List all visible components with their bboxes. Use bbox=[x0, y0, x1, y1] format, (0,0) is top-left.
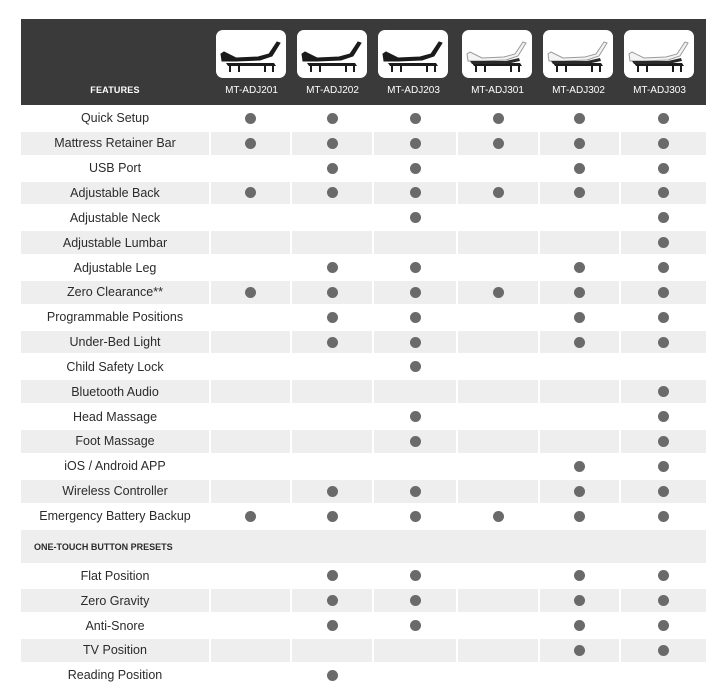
included-dot-icon bbox=[327, 113, 338, 124]
model-column-header bbox=[373, 19, 454, 105]
table-row bbox=[21, 564, 706, 589]
feature-cell bbox=[621, 455, 706, 478]
feature-cell bbox=[540, 505, 619, 528]
included-dot-icon bbox=[410, 620, 421, 631]
table-row bbox=[21, 132, 706, 157]
feature-comparison-table bbox=[21, 19, 706, 700]
included-dot-icon bbox=[410, 163, 421, 174]
feature-cell bbox=[540, 182, 619, 205]
feature-label: Under-Bed Light bbox=[21, 331, 209, 354]
included-dot-icon bbox=[574, 620, 585, 631]
feature-label: Quick Setup bbox=[21, 107, 209, 130]
feature-cell bbox=[621, 564, 706, 587]
feature-label: Programmable Positions bbox=[21, 306, 209, 329]
feature-cell bbox=[374, 206, 456, 229]
included-dot-icon bbox=[327, 262, 338, 273]
feature-cell bbox=[374, 331, 456, 354]
feature-cell bbox=[211, 405, 290, 428]
included-dot-icon bbox=[245, 511, 256, 522]
included-dot-icon bbox=[658, 570, 669, 581]
model-column-header bbox=[292, 19, 373, 105]
feature-cell bbox=[458, 380, 538, 403]
feature-label: Foot Massage bbox=[21, 430, 209, 453]
included-dot-icon bbox=[658, 138, 669, 149]
feature-cell bbox=[540, 231, 619, 254]
included-dot-icon bbox=[658, 113, 669, 124]
feature-cell bbox=[540, 107, 619, 130]
feature-cell bbox=[292, 614, 372, 637]
table-row bbox=[21, 182, 706, 207]
table-row bbox=[21, 430, 706, 455]
feature-cell bbox=[374, 380, 456, 403]
included-dot-icon bbox=[493, 187, 504, 198]
table-row bbox=[21, 331, 706, 356]
feature-cell bbox=[540, 331, 619, 354]
feature-cell bbox=[374, 182, 456, 205]
included-dot-icon bbox=[574, 187, 585, 198]
feature-cell bbox=[621, 356, 706, 379]
included-dot-icon bbox=[574, 163, 585, 174]
feature-cell bbox=[621, 157, 706, 180]
table-row bbox=[21, 505, 706, 530]
feature-cell bbox=[374, 132, 456, 155]
feature-cell bbox=[292, 206, 372, 229]
feature-label: Zero Gravity bbox=[21, 589, 209, 612]
feature-cell bbox=[292, 639, 372, 662]
included-dot-icon bbox=[245, 113, 256, 124]
included-dot-icon bbox=[574, 645, 585, 656]
included-dot-icon bbox=[574, 595, 585, 606]
feature-cell bbox=[540, 380, 619, 403]
feature-cell bbox=[621, 281, 706, 304]
included-dot-icon bbox=[410, 337, 421, 348]
feature-cell bbox=[458, 405, 538, 428]
feature-cell bbox=[540, 564, 619, 587]
feature-cell bbox=[211, 589, 290, 612]
feature-cell bbox=[211, 231, 290, 254]
feature-cell bbox=[374, 281, 456, 304]
included-dot-icon bbox=[410, 361, 421, 372]
feature-cell bbox=[540, 157, 619, 180]
feature-cell bbox=[292, 331, 372, 354]
white-adjustable-base-icon bbox=[462, 30, 532, 78]
included-dot-icon bbox=[245, 187, 256, 198]
included-dot-icon bbox=[410, 595, 421, 606]
feature-cell bbox=[211, 505, 290, 528]
feature-label: Emergency Battery Backup bbox=[21, 505, 209, 528]
feature-cell bbox=[540, 455, 619, 478]
feature-cell bbox=[211, 306, 290, 329]
table-row bbox=[21, 306, 706, 331]
feature-cell bbox=[211, 356, 290, 379]
feature-cell bbox=[621, 614, 706, 637]
included-dot-icon bbox=[410, 312, 421, 323]
model-name: MT-ADJ303 bbox=[633, 85, 686, 96]
feature-cell bbox=[374, 430, 456, 453]
feature-cell bbox=[458, 664, 538, 687]
feature-cell bbox=[540, 405, 619, 428]
included-dot-icon bbox=[245, 287, 256, 298]
feature-cell bbox=[211, 614, 290, 637]
feature-cell bbox=[374, 564, 456, 587]
table-row bbox=[21, 664, 706, 689]
included-dot-icon bbox=[658, 187, 669, 198]
feature-cell bbox=[458, 157, 538, 180]
included-dot-icon bbox=[410, 212, 421, 223]
feature-cell bbox=[458, 639, 538, 662]
table-row bbox=[21, 256, 706, 281]
feature-cell bbox=[621, 405, 706, 428]
feature-label: Adjustable Lumbar bbox=[21, 231, 209, 254]
feature-cell bbox=[374, 664, 456, 687]
table-row bbox=[21, 107, 706, 132]
feature-cell bbox=[374, 107, 456, 130]
feature-cell bbox=[621, 589, 706, 612]
included-dot-icon bbox=[658, 595, 669, 606]
feature-cell bbox=[458, 206, 538, 229]
feature-cell bbox=[374, 256, 456, 279]
presets-section-header bbox=[21, 530, 706, 563]
included-dot-icon bbox=[410, 113, 421, 124]
feature-cell bbox=[292, 380, 372, 403]
feature-cell bbox=[292, 256, 372, 279]
feature-cell bbox=[458, 455, 538, 478]
feature-cell bbox=[211, 455, 290, 478]
feature-cell bbox=[211, 107, 290, 130]
included-dot-icon bbox=[410, 486, 421, 497]
feature-cell bbox=[458, 614, 538, 637]
included-dot-icon bbox=[658, 262, 669, 273]
feature-label: USB Port bbox=[21, 157, 209, 180]
feature-cell bbox=[540, 480, 619, 503]
model-name: MT-ADJ203 bbox=[387, 85, 440, 96]
included-dot-icon bbox=[574, 486, 585, 497]
included-dot-icon bbox=[658, 486, 669, 497]
feature-cell bbox=[211, 206, 290, 229]
included-dot-icon bbox=[327, 138, 338, 149]
feature-cell bbox=[292, 306, 372, 329]
feature-cell bbox=[540, 306, 619, 329]
black-adjustable-base-icon bbox=[378, 30, 448, 78]
included-dot-icon bbox=[658, 645, 669, 656]
features-column-header: FEATURES bbox=[90, 85, 140, 95]
table-row bbox=[21, 405, 706, 430]
model-name: MT-ADJ301 bbox=[471, 85, 524, 96]
included-dot-icon bbox=[410, 411, 421, 422]
feature-cell bbox=[621, 107, 706, 130]
feature-cell bbox=[374, 589, 456, 612]
feature-cell bbox=[292, 157, 372, 180]
included-dot-icon bbox=[658, 237, 669, 248]
included-dot-icon bbox=[493, 113, 504, 124]
feature-cell bbox=[292, 589, 372, 612]
included-dot-icon bbox=[410, 511, 421, 522]
feature-label: iOS / Android APP bbox=[21, 455, 209, 478]
feature-cell bbox=[540, 614, 619, 637]
included-dot-icon bbox=[493, 511, 504, 522]
feature-cell bbox=[374, 614, 456, 637]
black-adjustable-base-icon bbox=[216, 30, 286, 78]
table-row bbox=[21, 455, 706, 480]
included-dot-icon bbox=[658, 620, 669, 631]
feature-cell bbox=[374, 231, 456, 254]
table-row bbox=[21, 206, 706, 231]
table-row bbox=[21, 157, 706, 182]
feature-cell bbox=[292, 564, 372, 587]
included-dot-icon bbox=[658, 511, 669, 522]
included-dot-icon bbox=[327, 187, 338, 198]
feature-cell bbox=[211, 256, 290, 279]
feature-cell bbox=[458, 589, 538, 612]
feature-cell bbox=[374, 455, 456, 478]
feature-cell bbox=[458, 182, 538, 205]
included-dot-icon bbox=[410, 436, 421, 447]
feature-label: Reading Position bbox=[21, 664, 209, 687]
included-dot-icon bbox=[658, 337, 669, 348]
feature-cell bbox=[458, 281, 538, 304]
feature-cell bbox=[292, 107, 372, 130]
feature-cell bbox=[458, 132, 538, 155]
included-dot-icon bbox=[658, 287, 669, 298]
presets-section-label: ONE-TOUCH BUTTON PRESETS bbox=[34, 541, 173, 552]
included-dot-icon bbox=[410, 570, 421, 581]
feature-cell bbox=[211, 281, 290, 304]
included-dot-icon bbox=[245, 138, 256, 149]
feature-cell bbox=[458, 107, 538, 130]
model-column-header bbox=[457, 19, 538, 105]
feature-cell bbox=[292, 132, 372, 155]
included-dot-icon bbox=[410, 138, 421, 149]
feature-cell bbox=[458, 256, 538, 279]
included-dot-icon bbox=[658, 461, 669, 472]
included-dot-icon bbox=[327, 486, 338, 497]
model-name: MT-ADJ201 bbox=[225, 85, 278, 96]
feature-cell bbox=[621, 639, 706, 662]
feature-label: Head Massage bbox=[21, 405, 209, 428]
feature-cell bbox=[374, 405, 456, 428]
feature-cell bbox=[211, 639, 290, 662]
feature-label: Child Safety Lock bbox=[21, 356, 209, 379]
feature-label: Flat Position bbox=[21, 564, 209, 587]
feature-cell bbox=[621, 664, 706, 687]
feature-cell bbox=[540, 639, 619, 662]
feature-cell bbox=[374, 306, 456, 329]
feature-cell bbox=[458, 231, 538, 254]
model-name: MT-ADJ202 bbox=[306, 85, 359, 96]
included-dot-icon bbox=[574, 262, 585, 273]
included-dot-icon bbox=[327, 312, 338, 323]
included-dot-icon bbox=[410, 262, 421, 273]
feature-cell bbox=[292, 430, 372, 453]
feature-cell bbox=[540, 356, 619, 379]
feature-cell bbox=[292, 405, 372, 428]
feature-label: Adjustable Back bbox=[21, 182, 209, 205]
table-row bbox=[21, 356, 706, 381]
feature-cell bbox=[292, 455, 372, 478]
included-dot-icon bbox=[574, 287, 585, 298]
table-row bbox=[21, 231, 706, 256]
included-dot-icon bbox=[410, 187, 421, 198]
included-dot-icon bbox=[327, 670, 338, 681]
feature-cell bbox=[621, 182, 706, 205]
feature-cell bbox=[540, 589, 619, 612]
feature-cell bbox=[458, 505, 538, 528]
feature-cell bbox=[621, 380, 706, 403]
table-header bbox=[21, 19, 706, 105]
feature-cell bbox=[621, 505, 706, 528]
feature-label: Zero Clearance** bbox=[21, 281, 209, 304]
feature-cell bbox=[374, 480, 456, 503]
feature-cell bbox=[211, 132, 290, 155]
black-adjustable-base-icon bbox=[297, 30, 367, 78]
model-column-header bbox=[538, 19, 619, 105]
feature-cell bbox=[292, 664, 372, 687]
feature-cell bbox=[540, 206, 619, 229]
feature-cell bbox=[211, 664, 290, 687]
model-name: MT-ADJ302 bbox=[552, 85, 605, 96]
included-dot-icon bbox=[574, 570, 585, 581]
feature-cell bbox=[540, 256, 619, 279]
included-dot-icon bbox=[658, 163, 669, 174]
included-dot-icon bbox=[658, 411, 669, 422]
included-dot-icon bbox=[574, 461, 585, 472]
included-dot-icon bbox=[327, 337, 338, 348]
included-dot-icon bbox=[658, 212, 669, 223]
feature-cell bbox=[211, 480, 290, 503]
model-column-header bbox=[619, 19, 700, 105]
feature-cell bbox=[292, 231, 372, 254]
feature-cell bbox=[540, 664, 619, 687]
feature-label: Mattress Retainer Bar bbox=[21, 132, 209, 155]
feature-cell bbox=[621, 206, 706, 229]
table-row bbox=[21, 281, 706, 306]
feature-cell bbox=[374, 505, 456, 528]
feature-label: Adjustable Leg bbox=[21, 256, 209, 279]
feature-cell bbox=[540, 132, 619, 155]
feature-cell bbox=[374, 157, 456, 180]
feature-cell bbox=[211, 182, 290, 205]
table-row bbox=[21, 380, 706, 405]
feature-cell bbox=[292, 505, 372, 528]
feature-cell bbox=[458, 480, 538, 503]
model-column-header bbox=[211, 19, 292, 105]
feature-label: Wireless Controller bbox=[21, 480, 209, 503]
feature-cell bbox=[540, 281, 619, 304]
included-dot-icon bbox=[327, 511, 338, 522]
feature-cell bbox=[458, 430, 538, 453]
white-adjustable-base-icon bbox=[624, 30, 694, 78]
feature-cell bbox=[211, 331, 290, 354]
feature-cell bbox=[458, 356, 538, 379]
included-dot-icon bbox=[574, 113, 585, 124]
feature-cell bbox=[621, 430, 706, 453]
table-row bbox=[21, 639, 706, 664]
included-dot-icon bbox=[658, 436, 669, 447]
table-row bbox=[21, 480, 706, 505]
feature-cell bbox=[621, 132, 706, 155]
feature-cell bbox=[292, 281, 372, 304]
feature-cell bbox=[292, 480, 372, 503]
included-dot-icon bbox=[658, 312, 669, 323]
feature-cell bbox=[458, 331, 538, 354]
feature-cell bbox=[292, 182, 372, 205]
feature-cell bbox=[621, 256, 706, 279]
feature-cell bbox=[458, 306, 538, 329]
included-dot-icon bbox=[327, 595, 338, 606]
feature-cell bbox=[621, 331, 706, 354]
feature-cell bbox=[211, 380, 290, 403]
feature-cell bbox=[374, 639, 456, 662]
included-dot-icon bbox=[493, 287, 504, 298]
feature-cell bbox=[211, 157, 290, 180]
feature-cell bbox=[621, 306, 706, 329]
included-dot-icon bbox=[574, 312, 585, 323]
included-dot-icon bbox=[493, 138, 504, 149]
feature-cell bbox=[621, 231, 706, 254]
feature-cell bbox=[211, 564, 290, 587]
included-dot-icon bbox=[658, 386, 669, 397]
feature-cell bbox=[374, 356, 456, 379]
feature-label: TV Position bbox=[21, 639, 209, 662]
table-row bbox=[21, 589, 706, 614]
feature-cell bbox=[292, 356, 372, 379]
table-row bbox=[21, 614, 706, 639]
included-dot-icon bbox=[410, 287, 421, 298]
feature-cell bbox=[621, 480, 706, 503]
feature-label: Adjustable Neck bbox=[21, 206, 209, 229]
included-dot-icon bbox=[574, 511, 585, 522]
included-dot-icon bbox=[327, 163, 338, 174]
white-adjustable-base-icon bbox=[543, 30, 613, 78]
feature-label: Bluetooth Audio bbox=[21, 380, 209, 403]
feature-cell bbox=[540, 430, 619, 453]
feature-label: Anti-Snore bbox=[21, 614, 209, 637]
included-dot-icon bbox=[574, 337, 585, 348]
included-dot-icon bbox=[327, 287, 338, 298]
feature-cell bbox=[211, 430, 290, 453]
included-dot-icon bbox=[327, 570, 338, 581]
included-dot-icon bbox=[574, 138, 585, 149]
included-dot-icon bbox=[327, 620, 338, 631]
feature-cell bbox=[458, 564, 538, 587]
